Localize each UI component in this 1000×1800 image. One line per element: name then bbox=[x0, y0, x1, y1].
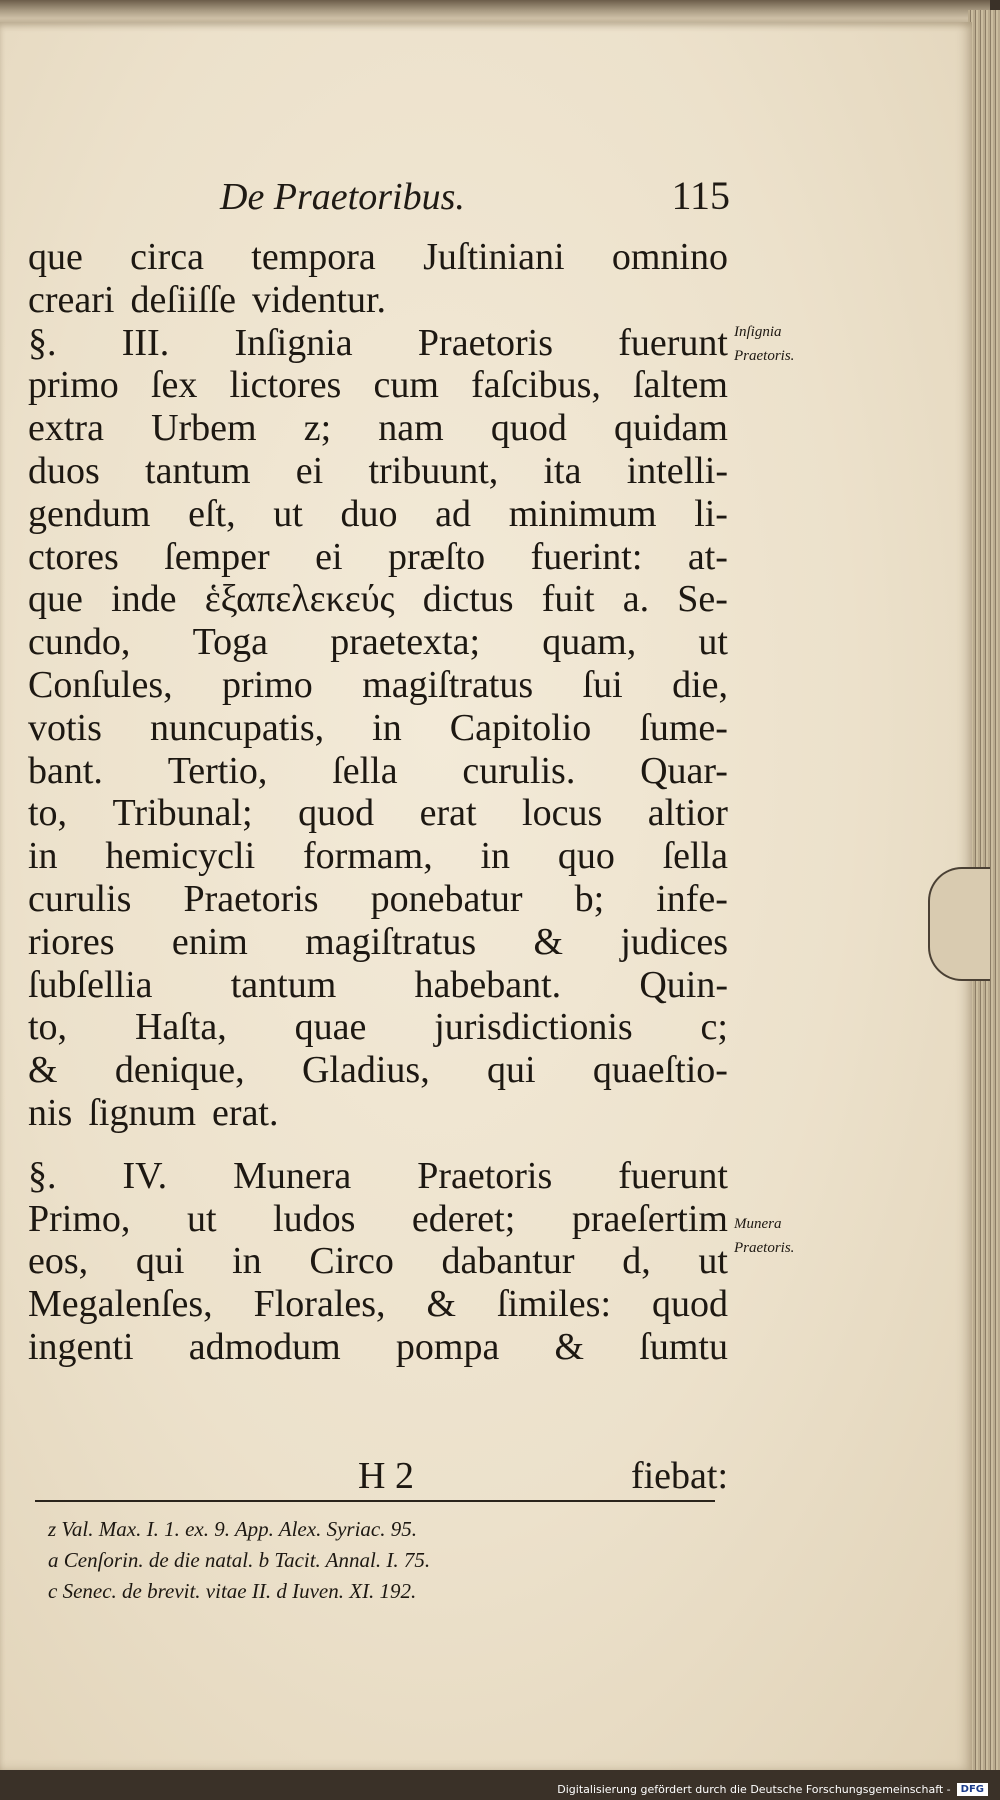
page-header bbox=[220, 172, 730, 219]
footnotes bbox=[48, 1514, 728, 1607]
book-page bbox=[0, 22, 972, 1770]
text-line: ſubſellia tantum habebant. Quin- bbox=[28, 963, 728, 1006]
text-line: gendum eſt, ut duo ad minimum li- bbox=[28, 492, 728, 535]
text-line: nis ſignum erat. bbox=[28, 1091, 279, 1134]
text-line: in hemicycli formam, in quo ſella bbox=[28, 835, 728, 878]
signature-mark: H 2 bbox=[358, 1455, 414, 1497]
text-line: votis nuncupatis, in Capitolio ſume- bbox=[28, 706, 728, 749]
dfg-logo-icon: DFG bbox=[957, 1783, 988, 1796]
page-number: 115 bbox=[671, 173, 730, 218]
text-line: eos, qui in Circo dabantur d, ut bbox=[28, 1240, 728, 1283]
footnote: z Val. Max. I. 1. ex. 9. App. Alex. Syriac. 95. bbox=[48, 1517, 417, 1541]
page-foot-line bbox=[28, 1454, 728, 1498]
margin-note-line: Praetoris. bbox=[734, 348, 795, 364]
footnote: c Senec. de brevit. vitae II. d Iuven. XI. 192. bbox=[48, 1579, 417, 1603]
margin-note-line: Munera bbox=[734, 1216, 782, 1232]
catchword: fiebat: bbox=[630, 1455, 728, 1497]
running-head: De Praetoribus. bbox=[220, 176, 465, 218]
text-line: curulis Praetoris ponebatur b; infe- bbox=[28, 877, 728, 920]
text-line: §. IV. Munera Praetoris fuerunt bbox=[28, 1154, 728, 1197]
text-line: ctores ſemper ei præſto fuerint: at- bbox=[28, 535, 728, 578]
margin-note-line: Inſignia bbox=[734, 324, 782, 340]
digitization-note: Digitalisierung gefördert durch die Deutsche Forschungsgemeinschaft - bbox=[557, 1783, 951, 1796]
text-line: que inde ἑξαπελεκεύς dictus fuit a. Se- bbox=[28, 578, 728, 621]
text-line: to, Haſta, quae jurisdictionis c; bbox=[28, 1006, 728, 1049]
text-line: Megalenſes, Florales, & ſimiles: quod bbox=[28, 1283, 728, 1326]
footnote-rule bbox=[35, 1500, 715, 1502]
footnote: a Cenſorin. de die natal. b Tacit. Annal. I. 75. bbox=[48, 1548, 431, 1572]
text-line: que circa tempora Juſtiniani omnino bbox=[28, 236, 728, 278]
page-clip-tab bbox=[928, 867, 990, 981]
margin-note-munera bbox=[734, 1212, 834, 1260]
text-line: & denique, Gladius, qui quaeſtio- bbox=[28, 1049, 728, 1092]
text-line: primo ſex lictores cum faſcibus, ſaltem bbox=[28, 364, 728, 407]
text-line: duos tantum ei tribuunt, ita intelli- bbox=[28, 449, 728, 492]
text-line: ingenti admodum pompa & ſumtu bbox=[28, 1325, 728, 1368]
text-line: to, Tribunal; quod erat locus altior bbox=[28, 792, 728, 835]
text-line: Primo, ut ludos ederet; praeſertim bbox=[28, 1197, 728, 1240]
text-line: bant. Tertio, ſella curulis. Quar- bbox=[28, 749, 728, 792]
text-line: extra Urbem z; nam quod quidam bbox=[28, 407, 728, 450]
text-line: Conſules, primo magiſtratus ſui die, bbox=[28, 663, 728, 706]
text-line: riores enim magiſtratus & judices bbox=[28, 920, 728, 963]
text-line: cundo, Toga praetexta; quam, ut bbox=[28, 621, 728, 664]
margin-note-line: Praetoris. bbox=[734, 1240, 795, 1256]
margin-note-insignia bbox=[734, 320, 834, 368]
digitization-credit bbox=[557, 1783, 988, 1796]
body-text bbox=[28, 236, 728, 1369]
text-line: §. III. Inſignia Praetoris fuerunt bbox=[28, 321, 728, 364]
text-line: creari deſiiſſe videntur. bbox=[28, 278, 387, 321]
